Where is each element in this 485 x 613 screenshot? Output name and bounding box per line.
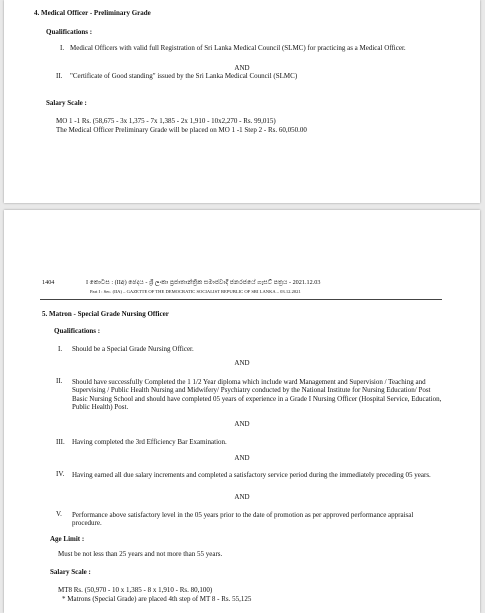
list-number: II. bbox=[56, 377, 63, 385]
list-number: IV. bbox=[56, 470, 65, 478]
salary-heading: Salary Scale : bbox=[46, 99, 87, 107]
list-number: II. bbox=[56, 72, 63, 80]
salary-line: MO 1 -1 Rs. (58,675 - 3x 1,375 - 7x 1,385 - 2x 1,910 - 10x2,270 - Rs. 99,015) bbox=[56, 117, 276, 125]
and-separator: AND bbox=[234, 359, 250, 367]
gazette-header-english: Part I : Sec. (IIA) – GAZETTE OF THE DEMOCRATIC SOCIALIST REPUBLIC OF SRI LANKA – 03.12.2021 bbox=[90, 289, 301, 294]
qualification-text: Having earned all due salary increments and completed a satisfactory service period during the immediately preceding 05 years. bbox=[72, 471, 431, 479]
qualifications-heading: Qualifications : bbox=[54, 327, 101, 335]
and-separator: AND bbox=[234, 420, 250, 428]
age-limit-heading: Age Limit : bbox=[50, 535, 85, 543]
header-rule bbox=[40, 299, 442, 300]
qualification-text: Performance above satisfactory level in the 05 years prior to the date of promotion as per approved performance appraisal procedure. bbox=[72, 511, 414, 528]
list-number: I. bbox=[58, 345, 63, 353]
gazette-header-sinhala: I කොටස : (IIඅ) ඡෙදය - ශ්‍රී ලංකා ප්‍රජාතාන්ත්‍රික සමාජවාදී ජනරජයේ ගැසට් පත්‍රය - 2021.12.03 bbox=[86, 279, 321, 286]
and-separator: AND bbox=[234, 493, 250, 501]
list-number: V. bbox=[56, 510, 62, 518]
and-separator: AND bbox=[234, 454, 250, 462]
section-title: 4. Medical Officer - Preliminary Grade bbox=[34, 9, 151, 17]
qualification-text: Medical Officers with valid full Registration of Sri Lanka Medical Council (SLMC) for practicing as a Medical Officer. bbox=[70, 44, 406, 52]
qualifications-heading: Qualifications : bbox=[46, 28, 93, 36]
qualification-text: Should be a Special Grade Nursing Officer. bbox=[72, 345, 194, 353]
document-page-2 bbox=[4, 210, 480, 613]
qualification-text: Should have successfully Completed the 1 1/2 Year diploma which include ward Management and Supervision / Teaching and Supervising / Public Health Nursing and Midwifery/ Psychiatry conducted by the National Institute for Nursing Education/ Post Basic Nursing School and should have completed 05 years of experience in a Grade I Nursing Officer (Hospital Service, Education, Public Health) Post. bbox=[72, 378, 442, 412]
section-title: 5. Matron - Special Grade Nursing Officer bbox=[42, 310, 169, 318]
list-number: I. bbox=[60, 44, 65, 52]
list-number: III. bbox=[56, 438, 65, 446]
salary-line: The Medical Officer Preliminary Grade will be placed on MO 1 -1 Step 2 - Rs. 60,050.00 bbox=[56, 126, 307, 134]
age-limit-text: Must be not less than 25 years and not more than 55 years. bbox=[58, 550, 223, 558]
salary-heading: Salary Scale : bbox=[50, 568, 91, 576]
salary-line: MT8 Rs. (50,970 - 10 x 1,385 - 8 x 1,910 - Rs. 80,100) bbox=[58, 586, 213, 594]
document-page-1 bbox=[4, 0, 480, 203]
page-number: 1404 bbox=[42, 279, 55, 286]
qualification-text: "Certificate of Good standing" issued by the Sri Lanka Medical Council (SLMC) bbox=[70, 72, 298, 80]
and-separator: AND bbox=[234, 64, 250, 72]
qualification-text: Having completed the 3rd Efficiency Bar Examination. bbox=[72, 438, 227, 446]
salary-line: * Matrons (Special Grade) are placed 4th step of MT 8 - Rs. 55,125 bbox=[62, 595, 252, 603]
